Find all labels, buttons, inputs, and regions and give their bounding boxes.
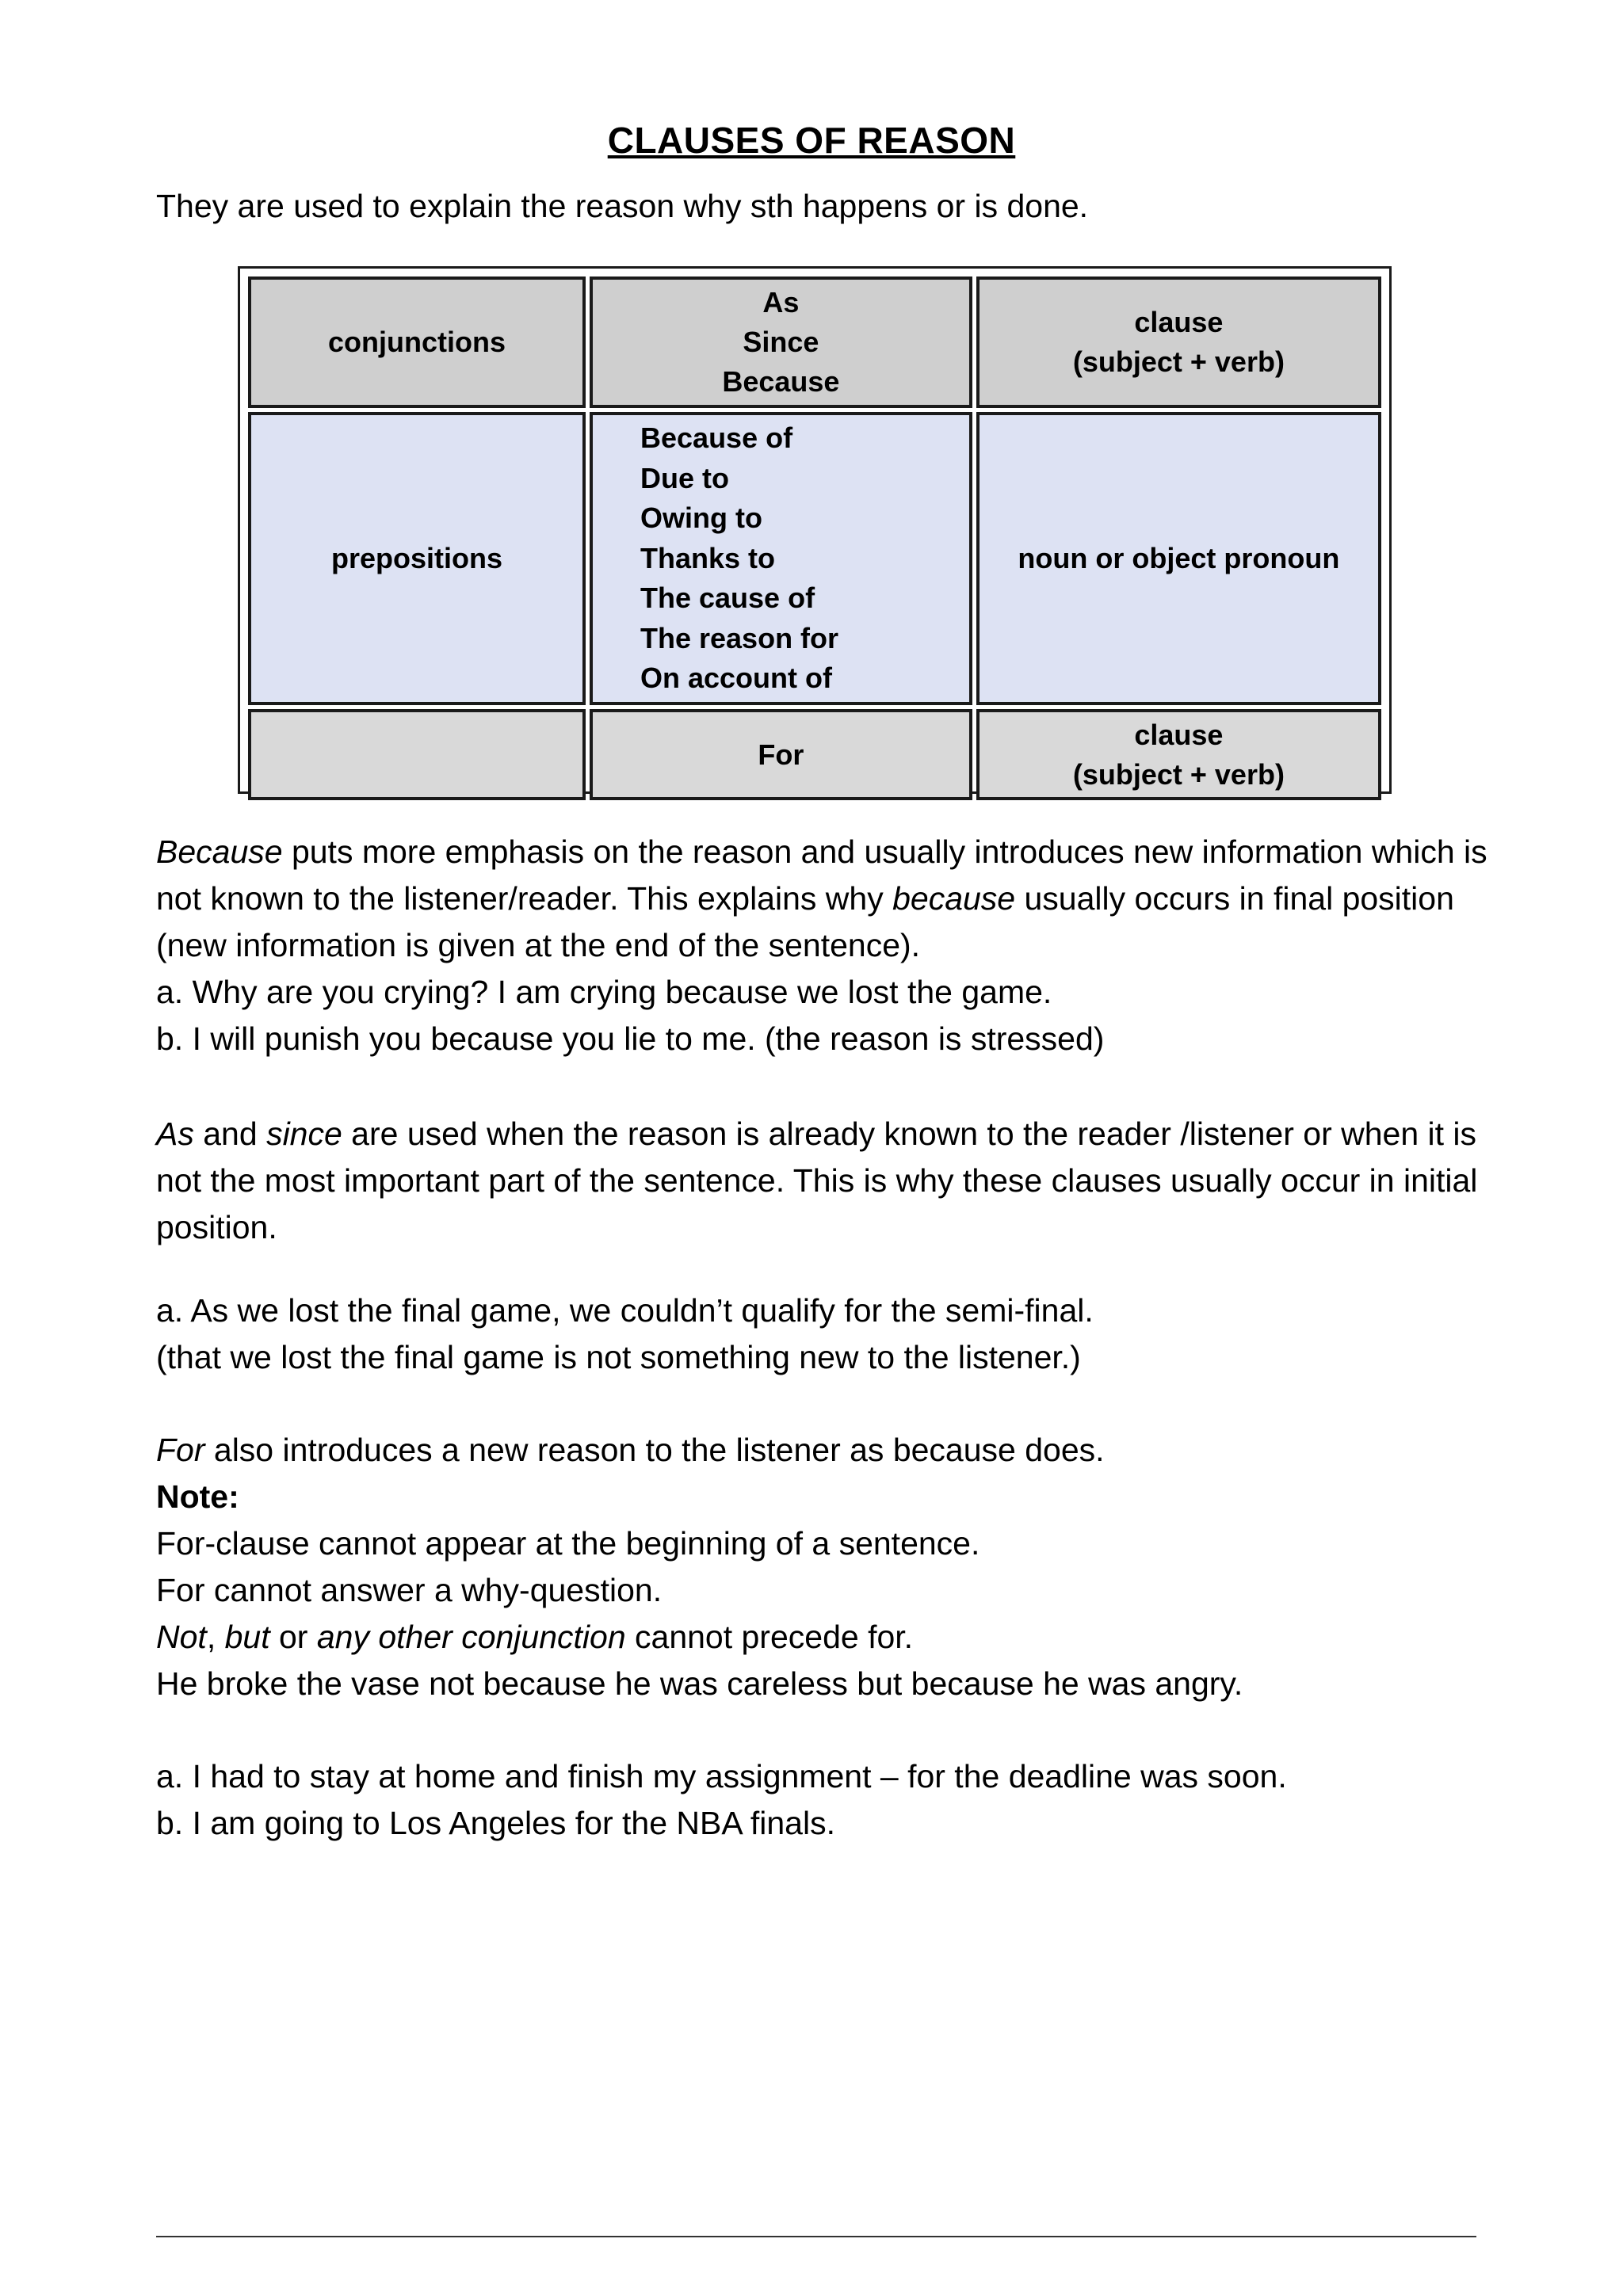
as-since-section [156,1111,1487,1251]
example-b: b. I will punish you because you lie to me. (the reason is stressed) [156,1020,1105,1057]
word: Owing to [640,502,762,535]
word: On account of [640,662,832,695]
follows-line: (subject + verb) [1072,345,1285,378]
example-note: (that we lost the final game is not something new to the listener.) [156,1339,1081,1375]
table-row-conjunctions [248,277,1381,408]
word: The cause of [640,582,815,615]
because-section [156,829,1487,1062]
table-cell-follows [976,277,1381,408]
footer-divider [156,2236,1476,2237]
example-a: a. Why are you crying? I am crying because we lost the game. [156,974,1052,1010]
note-line: He broke the vase not because he was careless but because he was angry. [156,1665,1243,1702]
note-line: For cannot answer a why-question. [156,1572,663,1608]
example-a: a. As we lost the final game, we couldn’t qualify for the semi-final. [156,1292,1094,1329]
word: Due to [640,461,729,494]
as-since-examples [156,1287,1487,1381]
reason-table [244,273,1385,804]
intro-text: They are used to explain the reason why sth happens or is done. [156,188,1089,224]
note-line: Not, but or any other conjunction cannot precede for. [156,1619,914,1655]
follows-line: clause [1134,306,1224,338]
note-line: For-clause cannot appear at the beginning of a sentence. [156,1525,980,1562]
word: As [762,286,800,318]
as-since-explanation: As and since are used when the reason is already known to the reader /listener or when it is not the most important part of the sentence. This is why these clauses usually occur in initial position. [156,1116,1478,1245]
word: Since [743,326,819,358]
word: Thanks to [640,541,776,574]
for-examples [156,1753,1487,1847]
word: Because of [640,421,793,455]
reason-table-frame [238,266,1392,794]
table-cell-label: conjunctions [248,277,586,408]
for-section [156,1427,1487,1707]
follows-line: (subject + verb) [1072,757,1285,791]
follows-line: clause [1134,718,1224,751]
note-label: Note: [156,1478,239,1515]
for-explanation: For also introduces a new reason to the listener as because does. [156,1432,1105,1468]
because-explanation: Because puts more emphasis on the reason and usually introduces new information which is not known to the listener/reader. This explains why because usually occurs in final position (new information is given at the end of the sentence). [156,833,1487,963]
table-cell-label: prepositions [248,412,586,705]
table-cell-words: For [590,709,972,800]
page-title: CLAUSES OF REASON [607,120,1016,161]
word: Because [722,365,840,398]
table-cell-label [248,709,586,800]
table-cell-words [590,277,972,408]
table-cell-follows [976,709,1381,800]
word: The reason for [640,621,839,654]
table-cell-words [590,412,972,705]
example-b: b. I am going to Los Angeles for the NBA finals. [156,1805,835,1841]
table-row-for [248,709,1381,800]
table-cell-follows: noun or object pronoun [976,412,1381,705]
table-row-prepositions [248,412,1381,705]
example-a: a. I had to stay at home and finish my assignment – for the deadline was soon. [156,1758,1287,1794]
